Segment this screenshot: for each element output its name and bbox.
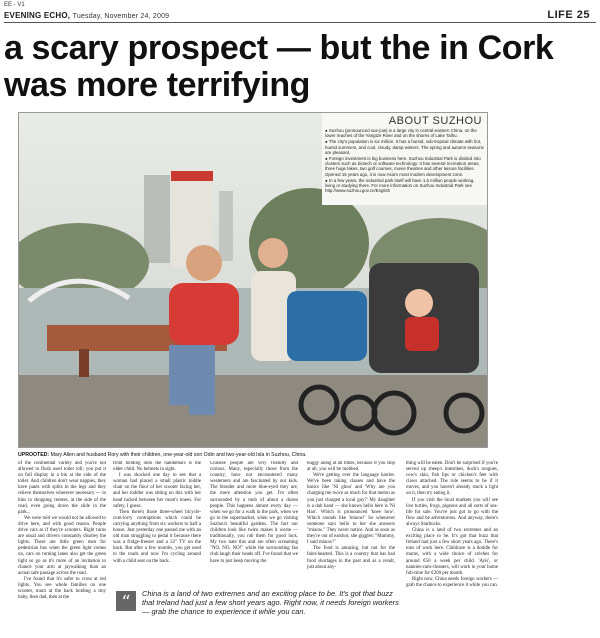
article-column: [307, 461, 395, 587]
paragraph: The food is amazing, but not for the faint-hearted. This is a country that has had food shortages in the past and as a result, just about any-: [307, 546, 395, 570]
paragraph: Right now, China needs foreign workers — grab the chance to experience it while you can.: [406, 576, 498, 588]
quote-icon: “: [116, 591, 136, 611]
infobox-item: ● In a few years, the industrial park itself will have 1.5 million people working, living or studying there. For more information on Suzhou Industrial Park see http://www.suzhou.gov.cn/English: [325, 177, 475, 194]
photo-caption: [18, 452, 498, 458]
infobox-item: ● Suzhou (pronounced sue-jow) is a large city in central-eastern China, on the lower reaches of the Yangtze River and on the shores of Lake Taihu.: [325, 128, 477, 139]
article-column: [18, 461, 106, 601]
masthead-date: Tuesday, November 24, 2009: [72, 13, 170, 20]
paragraph: If you visit the local markets you will see live turtles, frogs, pigeons and all sorts of sea-life for sale. You've just got to go with the flow and be adventurous. And anyway, there's always Starbucks.: [406, 497, 498, 527]
article-column: [210, 461, 298, 587]
headline: a scary prospect — but the in Cork was more terrifying: [4, 29, 554, 104]
paragraph: of the continental variety and you're not allowed to flush used toilet roll; you put it on full display in a bin at the side of the toilet. And children don't wear nappies, they have pants with splits in the legs and they relieve themselves wherever necessary — in bins in shopping centres, at the side of the road, even going down the slide in the park...: [18, 461, 106, 515]
paragraph: We were told we would not be allowed to drive here, and with good reason. People drive cars as if they're scooters. Right turns are usual and drivers constantly disobey the lights. There are little green men for pedestrian bus when the green light comes on, cars on turning lanes also get the green light so go as it's more of an invitation to chance your arm at jaywalking than an actual safe passage across the road.: [18, 515, 106, 576]
paragraph: Then there's those three-wheel bicycle-cum-lorry contraptions which could be carrying anything from six workers to half a house. Just yesterday one passed me with an old man struggling to pedal it because there was a fridge-freezer and a 32" TV on the back. But after a few months, you get used to the roads and now I'm cycling around with a child seat on the back.: [113, 509, 201, 564]
paragraph: thing will be eaten. Don't be surprised if you're served up sheep's intestines, duck's tongues, cow's skin, fish lips or chicken's feet with claws attached. The rule seems to be if it moves, and you haven't already stuck a light on it, then try eating it.: [406, 461, 498, 497]
paragraph: front holding onto the handlebars is the older child. No helmets in sight.: [113, 461, 201, 473]
paragraph: I was shocked one day to see that a woman had placed a small plastic kiddie chair on the floor of her scooter facing her, and her toddler was sitting on this with her head tucked between her mum's knees. For safety, I guess.: [113, 473, 201, 509]
caption-text: Mary Allen and husband Rory with their children, one-year-old son Odin and two-year-old Isla in Suzhou, China.: [49, 452, 307, 458]
about-suzhou-box: [322, 113, 487, 205]
paper-name: EVENING ECHO,: [4, 11, 71, 20]
infobox-item: ● Foreign investment is big business here. Suzhou Industrial Park is divided into clusters such as biotech or software technology. It has several recreation areas, three huge lakes, two golf courses, movie theatres and other leisure facilities. Opened 15 years ago, it is now Asia's most modern development zone.: [325, 156, 481, 177]
infobox-item: ● The city's population is six million. It has a humid, sub-tropical climate with hot, humid summers, and cool, cloudy, damp winters. The spring and autumn seasons are pleasant.: [325, 139, 484, 155]
pull-quote: [116, 589, 406, 625]
paragraph: China is a land of two extremes and an exciting place to be. It's got that buzz that Ireland had just a few short years ago. There's tons of work here. Childcare is a doddle for mums, with a wide choice of crèches for around €50 a week per child. 'Ayis', or nannies-cum-cleaners, will work in your home full-time for €200 per month.: [406, 528, 498, 576]
paragraph: We're getting over the language barrier. We've been taking classes and have the basics like 'Ni ghoo' and 'Why are you charging me twice as much for that melon as you just charged a local guy?' My daughter is a dab hand — she knows hello here is 'Ni Hao'. Which is pronounced 'knee how'. Which sounds like 'miaow!' So whenever someone says hello to her she answers "miaow." They never notice. And as soon as they're out of earshot, she giggles: "Mummy, I said miaow!": [307, 473, 395, 546]
pull-quote-text: China is a land of two extremes and an exciting place to be. It's got that buzz that Ireland had just a few short years ago. Right now, it needs foreign workers — grab the chance to experience it while you can.: [142, 589, 399, 616]
page-id: EE - V1: [4, 2, 25, 8]
article-column: [406, 461, 498, 589]
masthead: [4, 11, 596, 23]
paragraph: buggy along at all times, because if you stop at all, you will be mobbed.: [307, 461, 395, 473]
paragraph: Chinese people are very friendly and curious. Many, especially those from the country, have not encountered many westerners and are fascinated by our kids. The blonder and more blue-eyed they are, the more attention you get. I'm often surrounded by a mob of about a dozen people. This happens almost every day — when we go for a walk in the park, when we go to the supermarket, when we go visiting Suzhou's beautiful gardens. The fact our children look like twins makes it worse — traditionally, you rub them for good luck. My two hate this and are often screaming "NO, NO, NO!" while the surrounding fan club laugh their heads off. I've found that we have to just keep moving the: [210, 461, 298, 564]
caption-label: UPROOTED:: [18, 452, 50, 458]
section-label: LIFE 25: [547, 9, 590, 21]
infobox-title: ABOUT SUZHOU: [388, 115, 482, 127]
paragraph: I've found that it's safer to cross at red lights. You see whole families on one scooter, mum at the back holding a tiny baby, then dad, then at the: [18, 576, 106, 601]
masthead-paper: [4, 11, 169, 20]
article-column: [113, 461, 201, 587]
